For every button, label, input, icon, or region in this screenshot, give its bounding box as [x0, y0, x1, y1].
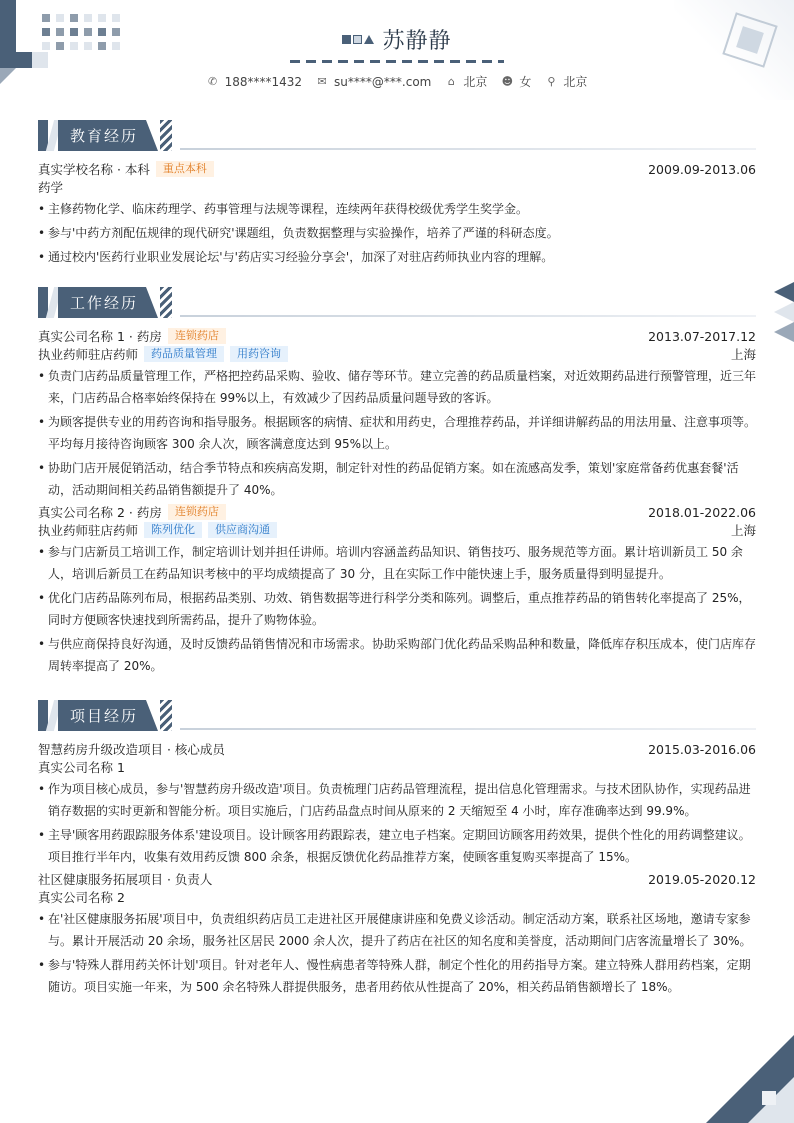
job-city: 上海: [730, 523, 756, 538]
section-header: [38, 700, 756, 732]
project-entry: [38, 870, 756, 888]
name-underline: [290, 60, 504, 63]
company-name: 真实公司名称 1 · 药房: [38, 329, 162, 344]
company-name: 真实公司名称 2 · 药房: [38, 505, 162, 520]
job-role-row: [38, 521, 756, 539]
list-item: • 为顾客提供专业的用药咨询和指导服务。根据顾客的病情、症状和用药史，合理推荐药品，并详细讲解药品的用法用量、注意事项等。平均每月接待咨询顾客 300 余人次，顾客满意度达到 95%以上。: [38, 411, 756, 455]
school-name: 真实学校名称 · 本科: [38, 162, 150, 177]
education-bullets: [38, 198, 756, 268]
mail-icon: ✉: [317, 75, 327, 88]
job-role-row: [38, 345, 756, 363]
phone-icon: ✆: [207, 75, 218, 88]
project-name: 智慧药房升级改造项目 · 核心成员: [38, 742, 225, 757]
contact-email: ✉ su****@***.com: [317, 74, 432, 89]
company-tag: 连锁药店: [168, 328, 226, 344]
job-role: 执业药师驻店药师: [38, 347, 139, 362]
contact-info: [0, 73, 794, 90]
project-entry: [38, 740, 756, 758]
skill-tag: 供应商沟通: [208, 522, 277, 538]
name-shapes-icon: [342, 35, 374, 44]
project-company: 真实公司名称 1: [38, 760, 125, 775]
home-icon: ⌂: [447, 75, 455, 88]
list-item: • 优化门店药品陈列布局，根据药品类别、功效、销售数据等进行科学分类和陈列。调整后，重点推荐药品的销售转化率提高了 25%，同时方便顾客快速找到所需药品，提升了购物体验。: [38, 587, 756, 631]
school-tag: 重点本科: [156, 161, 214, 177]
project-name: 社区健康服务拓展项目 · 负责人: [38, 872, 213, 887]
person-name: 苏静静: [382, 28, 452, 54]
list-item: • 参与门店新员工培训工作，制定培训计划并担任讲师。培训内容涵盖药品知识、销售技巧、服务规范等方面。累计培训新员工 50 余人，培训后新员工在药品知识考核中的平均成绩提高了 30 分，且在实际工作中能快速上手，服务质量得到明显提升。: [38, 541, 756, 585]
job-bullets: [38, 541, 756, 677]
work-section: [38, 287, 756, 679]
project-bullets: [38, 908, 756, 998]
skill-tag: 陈列优化: [144, 522, 202, 538]
list-item: • 与供应商保持良好沟通，及时反馈药品销售情况和市场需求。协助采购部门优化药品采购品种和数量，降低库存积压成本，使门店库存周转率提高了 20%。: [38, 633, 756, 677]
location-icon: ⚲: [547, 75, 556, 88]
skill-tag: 用药咨询: [230, 346, 288, 362]
project-date: 2019.05-2020.12: [648, 871, 756, 887]
education-date: 2009.09-2013.06: [648, 161, 756, 177]
list-item: • 参与'特殊人群用药关怀计划'项目。针对老年人、慢性病患者等特殊人群，制定个性化的用药指导方案。建立特殊人群用药档案，定期随访。项目实施一年来，为 500 余名特殊人群提供服务，患者用药依从性提高了 20%，相关药品销售额增长了 18%。: [38, 954, 756, 998]
skill-tag: 药品质量管理: [144, 346, 224, 362]
contact-gender: ☻ 女: [501, 75, 532, 89]
list-item: • 在'社区健康服务拓展'项目中，负责组织药店员工走进社区开展健康讲座和免费义诊活动。制定活动方案，联系社区场地，邀请专家参与。累计开展活动 20 余场，服务社区居民 2000 余人次，提升了药店在社区的知名度和美誉度，活动期间门店客流量增长了 30%。: [38, 908, 756, 952]
education-section: [38, 120, 756, 270]
projects-section: [38, 700, 756, 1000]
major: 药学: [38, 180, 64, 195]
section-title: 工作经历: [70, 294, 139, 312]
project-date: 2015.03-2016.06: [648, 741, 756, 757]
job-date: 2018.01-2022.06: [648, 504, 756, 520]
list-item: • 作为项目核心成员，参与'智慧药房升级改造'项目。负责梳理门店药品管理流程，提出信息化管理需求。与技术团队协作，实现药品进销存数据的实时更新和智能分析。项目实施后，门店药品盘点时间从原来的 2 天缩短至 4 小时，库存准确率达到 99.9%。: [38, 778, 756, 822]
square-decoration: [762, 1091, 776, 1105]
job-role: 执业药师驻店药师: [38, 523, 139, 538]
project-bullets: [38, 778, 756, 868]
job-entry: [38, 327, 756, 345]
job-city: 上海: [730, 347, 756, 362]
contact-location: ⚲ 北京: [547, 75, 588, 89]
project-company: 真实公司名称 2: [38, 890, 125, 905]
list-item: • 主修药物化学、临床药理学、药事管理与法规等课程，连续两年获得校级优秀学生奖学金。: [38, 198, 756, 220]
section-header: [38, 287, 756, 319]
list-item: • 负责门店药品质量管理工作，严格把控药品采购、验收、储存等环节。建立完善的药品质量档案，对近效期药品进行预警管理，近三年来，门店药品合格率始终保持在 99%以上，有效减少了因药品质量问题导致的客诉。: [38, 365, 756, 409]
list-item: • 主导'顾客用药跟踪服务体系'建设项目。设计顾客用药跟踪表，建立电子档案。定期回访顾客用药效果，提供个性化的用药调整建议。项目推行半年内，收集有效用药反馈 800 余条，根据反馈优化药品推荐方案，使顾客重复购买率提高了 15%。: [38, 824, 756, 868]
job-bullets: [38, 365, 756, 501]
contact-hometown: ⌂ 北京: [445, 73, 487, 90]
section-title: 教育经历: [70, 127, 139, 145]
section-header: [38, 120, 756, 152]
contact-phone: ✆ 188****1432: [207, 74, 303, 89]
education-entry: [38, 160, 756, 178]
company-tag: 连锁药店: [168, 504, 226, 520]
side-arrow-decoration: [774, 282, 794, 342]
list-item: • 参与'中药方剂配伍规律的现代研究'课题组，负责数据整理与实验操作，培养了严谨的科研态度。: [38, 222, 756, 244]
resume-header: [0, 24, 794, 90]
section-title: 项目经历: [70, 707, 139, 725]
gender-icon: ☻: [501, 75, 514, 88]
list-item: • 协助门店开展促销活动，结合季节特点和疾病高发期，制定针对性的药品促销方案。如在流感高发季，策划'家庭常备药优惠套餐'活动，活动期间相关药品销售额提升了 40%。: [38, 457, 756, 501]
job-entry: [38, 503, 756, 521]
job-date: 2013.07-2017.12: [648, 328, 756, 344]
list-item: • 通过校内'医药行业职业发展论坛'与'药店实习经验分享会'，加深了对驻店药师执业内容的理解。: [38, 246, 756, 268]
